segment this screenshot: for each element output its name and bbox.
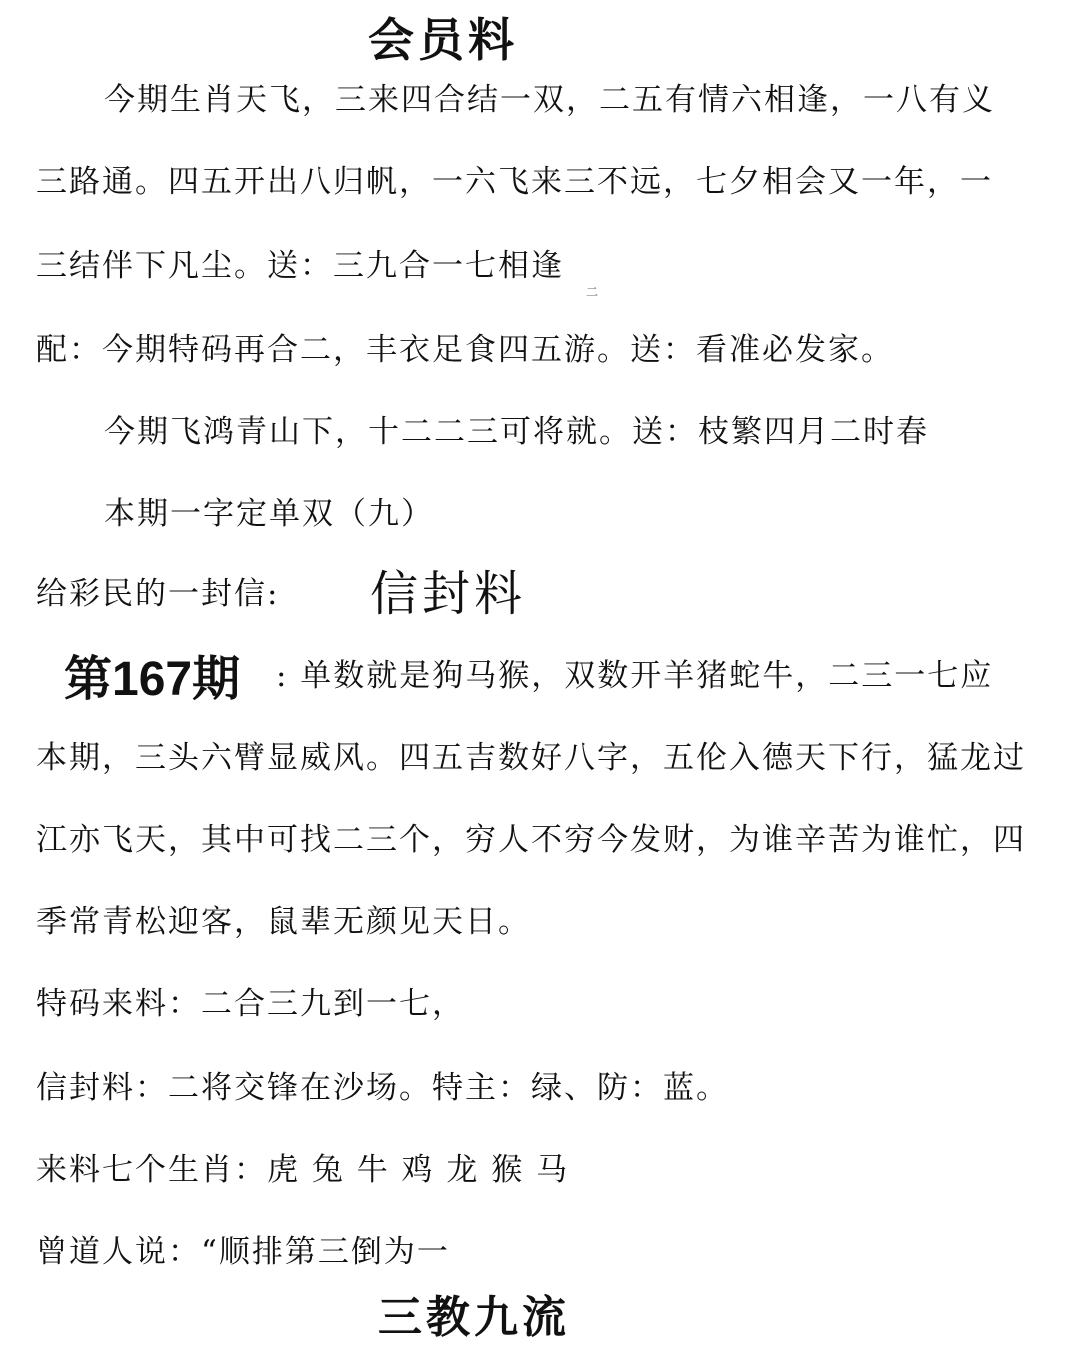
members-line-2: 三路通。四五开出八归帆，一六飞来三不远，七夕相会又一年，一 xyxy=(36,164,993,200)
letter-line-8: 曾道人说：“顺排第三倒为一 xyxy=(36,1234,450,1270)
members-section-title: 会员料 xyxy=(368,13,518,67)
letter-section-title: 信封料 xyxy=(370,566,527,622)
letter-line-2: 本期，三头六臂显威风。四五吉数好八字，五伦入德天下行，猛龙过 xyxy=(36,740,1026,776)
members-line-6: 本期一字定单双（九） xyxy=(104,496,434,532)
letter-line-3: 江亦飞天，其中可找二三个，穷人不穷今发财，为谁辛苦为谁忙，四 xyxy=(36,822,1026,858)
letter-line-5: 特码来料：二合三九到一七， xyxy=(36,986,465,1022)
members-line-1: 今期生肖天飞，三来四合结一双，二五有情六相逢，一八有义 xyxy=(104,82,995,118)
small-mark: 二 xyxy=(586,285,599,299)
letter-line-4: 季常青松迎客，鼠辈无颜见天日。 xyxy=(36,904,531,940)
members-line-4: 配：今期特码再合二，丰衣足食四五游。送：看准必发家。 xyxy=(36,332,894,368)
issue-number: 第167期 xyxy=(64,653,241,706)
letter-line-6: 信封料：二将交锋在沙场。特主：绿、防：蓝。 xyxy=(36,1070,729,1106)
footer-title: 三教九流 xyxy=(378,1292,570,1343)
letter-intro-label: 给彩民的一封信: xyxy=(36,576,280,612)
members-line-5: 今期飞鸿青山下，十二二三可将就。送：枝繁四月二时春 xyxy=(104,414,929,450)
members-line-3: 三结伴下凡尘。送：三九合一七相逢 xyxy=(36,248,564,284)
letter-line-7: 来料七个生肖：虎 兔 牛 鸡 龙 猴 马 xyxy=(36,1152,570,1188)
letter-line-1: : 单数就是狗马猴，双数开羊猪蛇牛，二三一七应 xyxy=(276,658,994,694)
